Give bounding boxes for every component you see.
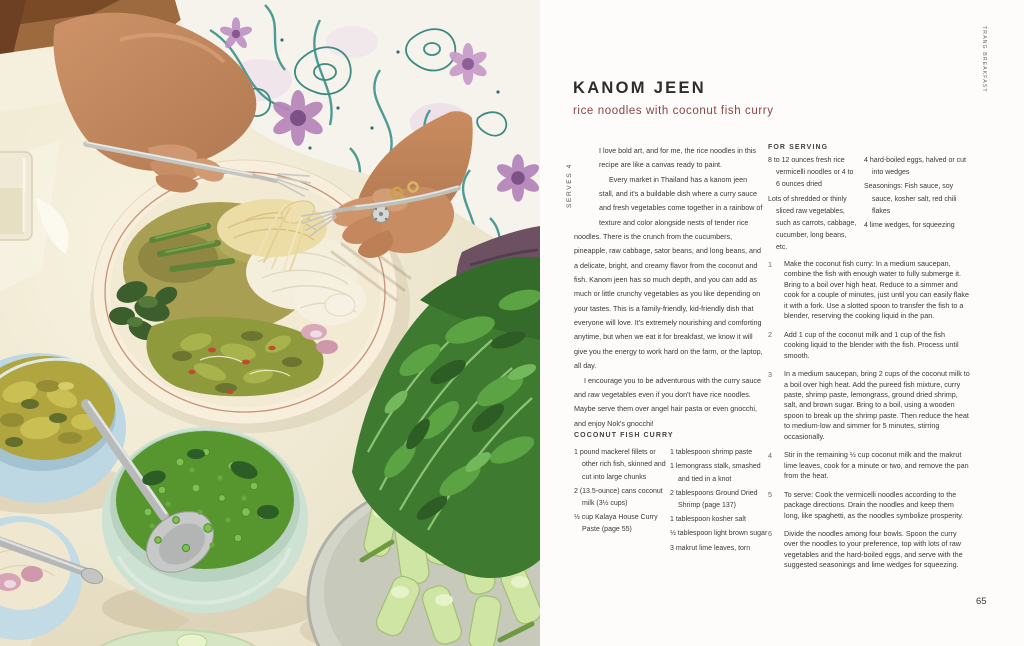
ingredients-heading: COCONUT FISH CURRY: [574, 432, 674, 439]
step-number: 6: [768, 529, 772, 539]
instructions-list: [768, 259, 970, 579]
instruction-step: [768, 450, 970, 481]
intro-paragraph: Every market in Thailand has a kanom jeen stall, and it's a buildable dish where a curry sauce and fresh vegetables come together in a rainbow of texture and color alongside nests of tender rice noodles. There is the crunch from the cucumbers, pineapple, raw cabbage, sator beans, and long beans, and a delicate, bright, and creamy flavor from the coconut and fish. Kanom jeen has so much depth, and you can add as much or little crunchy vegetables as you like depending on your tastes. This is a family-friendly, kid-friendly dish that everyone will love. It's extremely nourishing and comforting anytime, but when we eat it for breakfast, we know it will give you the energy to work hard on the farm, or the laptop, all day.: [574, 174, 763, 371]
instruction-step: [768, 330, 970, 361]
serving-item: 4 lime wedges, for squeezing: [864, 222, 955, 230]
ingredient-item: 1 pound mackerel fillets or other rich fish, skinned and cut into large chunks: [574, 449, 666, 481]
step-number: 2: [768, 330, 772, 340]
ingredient-item: 1 tablespoon kosher salt: [670, 516, 746, 524]
step-number: 3: [768, 369, 772, 379]
ingredients-column-1: [574, 447, 666, 557]
ingredient-item: 2 tablespoons Ground Dried Shrimp (page 137): [670, 489, 758, 510]
for-serving-section: [768, 144, 966, 257]
step-number: 4: [768, 450, 772, 460]
serving-item: Seasonings: Fish sauce, soy sauce, kosher salt, red chili flakes: [864, 183, 957, 215]
ingredient-item: ½ cup Kalaya House Curry Paste (page 55): [574, 514, 658, 534]
intro-paragraphs: [574, 144, 763, 431]
ingredient-item: 2 (13.5-ounce) cans coconut milk (3½ cups): [574, 487, 663, 508]
serves-label: SERVES 4: [566, 163, 573, 208]
serving-item: 4 hard-boiled eggs, halved or cut into wedges: [864, 157, 966, 177]
ingredient-item: ½ tablespoon light brown sugar: [670, 530, 768, 538]
serving-item: Lots of shredded or thinly sliced raw vegetables, such as carrots, cabbage, cucumber, long beans, etc.: [768, 195, 857, 252]
for-serving-heading: FOR SERVING: [768, 144, 829, 151]
instruction-step: [768, 529, 970, 571]
chapter-label: TRANG BREAKFAST: [981, 26, 987, 93]
ingredient-item: 3 makrut lime leaves, torn: [670, 544, 751, 552]
page-number: 65: [976, 596, 987, 607]
ingredient-item: 1 lemongrass stalk, smashed and tied in a knot: [670, 463, 761, 483]
ingredients-column-2: [670, 447, 769, 557]
instruction-step: [768, 490, 970, 521]
recipe-subtitle: rice noodles with coconut fish curry: [573, 105, 774, 117]
instruction-step: [768, 369, 970, 442]
recipe-title: KANOM JEEN: [573, 79, 707, 97]
step-text: Divide the noodles among four bowls. Spoon the curry over the noodles to your preference, top with lots of raw vegetables and the hard-boiled eggs, and serve with the suggested seasonings and lime wedges for squeezing.: [784, 528, 963, 570]
instruction-step: [768, 259, 970, 322]
ingredient-item: 1 tablespoon shrimp paste: [670, 449, 753, 457]
step-text: Make the coconut fish curry: In a medium saucepan, combine the fish with enough water to fully submerge it. Bring to a boil over high heat. Reduce to a simmer and cook for a couple of minutes, just until you can easily flake it with a fork. Use a slotted spoon to transfer the fish to a blender, reserving the cooking liquid in the pan.: [784, 259, 969, 321]
recipe-intro: [574, 144, 763, 431]
ingredients-section: [574, 430, 769, 557]
serves-gutter-spacer: [574, 144, 599, 216]
step-number: 1: [768, 259, 772, 269]
step-text: To serve: Cook the vermicelli noodles according to the package directions. Drain the noodles and keep them long, like spaghetti, as the noodles symbolize prosperity.: [784, 489, 964, 520]
step-number: 5: [768, 490, 772, 500]
step-text: Stir in the remaining ½ cup coconut milk and the makrut lime leaves, cook for a minute or two, and remove the pan from the heat.: [784, 450, 969, 481]
step-text: In a medium saucepan, bring 2 cups of the coconut milk to a boil over high heat. Add the pureed fish mixture, curry paste, shrimp paste, lemongrass, ground dried shrimp, salt, and brown sugar. Bring to a boil, using a wooden spoon to break up the shrimp paste. Then reduce the heat to medium-low and simmer for 5 minutes, stirring occasionally.: [784, 369, 970, 441]
serving-item: 8 to 12 ounces fresh rice vermicelli noodles or 4 to 6 ounces dried: [768, 157, 854, 189]
serving-column-1: [768, 155, 858, 257]
serving-column-2: [864, 155, 966, 257]
step-text: Add 1 cup of the coconut milk and 1 cup of the fish cooking liquid to the blender with the fish. Process until smooth.: [784, 329, 959, 360]
intro-paragraph: I love bold art, and for me, the rice noodles in this recipe are like a canvas ready to paint.: [599, 146, 757, 170]
intro-paragraph: I encourage you to be adventurous with the curry sauce and raw vegetables even if you don't have rice noodles. Maybe serve them over angel hair pasta or even gnocchi, and enjoy Nok's gnocchi!: [574, 375, 761, 428]
recipe-page: [540, 0, 1024, 646]
